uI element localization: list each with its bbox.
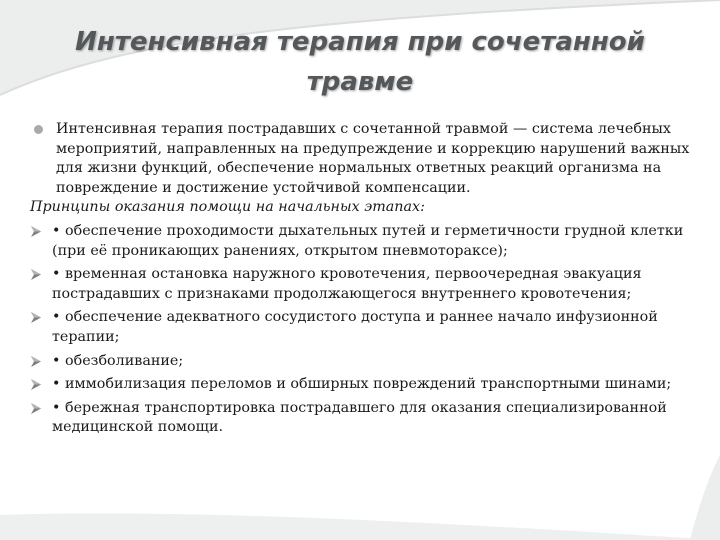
- principle-step-text: • временная остановка наружного кровотечения, первоочередная эвакуация пострадавших с признаками продолжающегося внутреннего кровотечения;: [52, 266, 642, 302]
- arrowhead-bullet-icon: [30, 225, 42, 238]
- principle-step-text: • обеспечение адекватного сосудистого доступа и раннее начало инфузионной терапии;: [52, 309, 658, 345]
- arrowhead-bullet-icon: [30, 355, 42, 368]
- principle-step-text: • обеспечение проходимости дыхательных путей и герметичности грудной клетки (при её проникающих ранениях, открытом пневмотораксе);: [52, 222, 684, 259]
- principle-step-text: • бережная транспортировка пострадавшего для оказания специализированной медицинской помощи.: [52, 399, 667, 436]
- principle-step-6: [30, 399, 700, 438]
- slide-title-line-1: Интенсивная терапия при сочетанной: [75, 27, 645, 57]
- arrowhead-bullet-icon: [30, 311, 42, 324]
- slide-title-line-2: травме: [306, 67, 414, 97]
- arrowhead-bullet-icon: [30, 268, 42, 281]
- arrowhead-bullet-icon: [30, 378, 42, 391]
- circle-bullet-icon: [34, 125, 43, 134]
- principle-step-1: [30, 222, 700, 261]
- principle-step-3: [30, 308, 700, 347]
- slide-body: [30, 120, 700, 438]
- principle-step-text: • иммобилизация переломов и обширных повреждений транспортными шинами;: [52, 376, 672, 393]
- principles-heading: Принципы оказания помощи на начальных этапах:: [30, 199, 425, 216]
- principle-step-2: [30, 265, 700, 304]
- intro-paragraph: [30, 120, 700, 198]
- intro-text: Интенсивная терапия пострадавших с сочетанной травмой — система лечебных мероприятий, направленных на предупреждение и коррекцию нарушений важных для жизни функций, обеспечение нормальных ответных реакций организма на повреждение и достижение устойчивой компенсации.: [56, 121, 690, 196]
- principle-step-4: [30, 352, 700, 372]
- slide-title: [20, 22, 700, 102]
- arrowhead-bullet-icon: [30, 402, 42, 415]
- principle-step-text: • обезболивание;: [52, 352, 184, 369]
- principle-step-5: [30, 375, 700, 395]
